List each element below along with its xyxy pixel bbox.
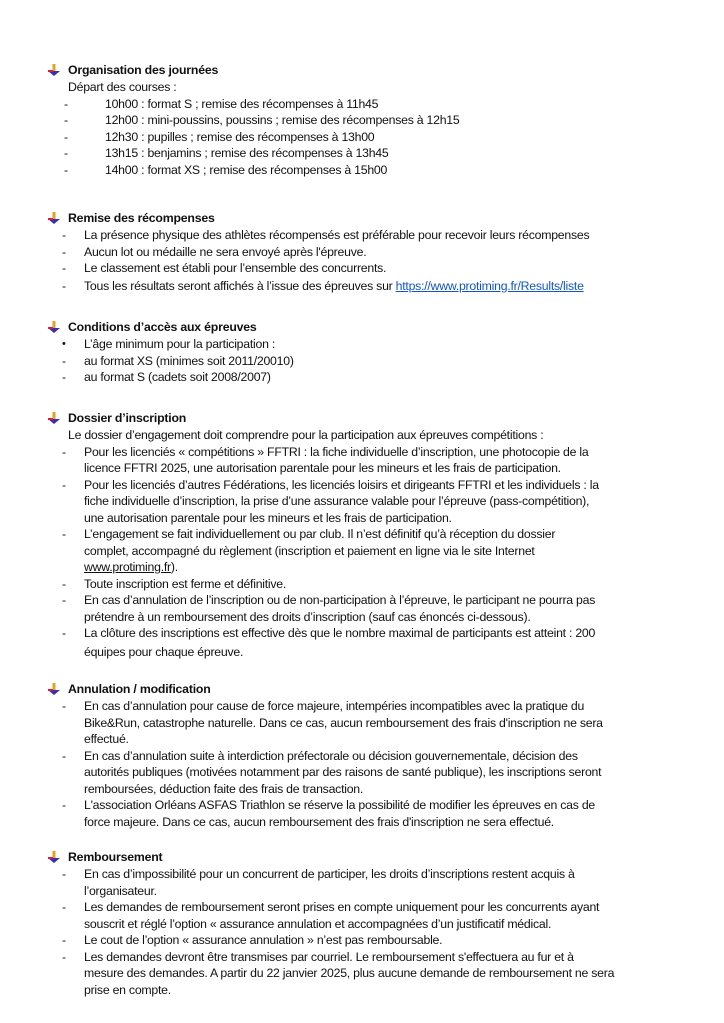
arrow-down-bullet-icon (47, 63, 61, 77)
list-item: - Pour les licenciés « compétitions » FFTRI : la fiche individuelle d’inscription, une photocopie de la licence FFTRI 2025, une autorisation parentale pour les mineurs et les frais de participation. (62, 444, 589, 475)
list-item: - En cas d’annulation de l’inscription ou de non-participation à l’épreuve, le participant ne pourra pas prétendre à un remboursement des droits d’inscription (sauf cas énoncés ci-dessous). (62, 593, 596, 624)
arrow-down-bullet-icon (47, 850, 61, 864)
arrow-down-bullet-icon (47, 682, 61, 696)
section-intro: Départ des courses : (68, 80, 177, 94)
list-item: - La présence physique des athlètes récompensés est préférable pour recevoir leurs récompenses (62, 228, 590, 242)
list-item: - Les demandes devront être transmises par courriel. Le remboursement s'effectuera au fur et à mesure des demandes. A partir du 22 janvier 2025, plus aucune demande de remboursement ne sera prise en compte. (62, 949, 615, 997)
list-item: - En cas d’impossibilité pour un concurrent de participer, les droits d’inscriptions restent acquis à l’organisateur. (62, 867, 575, 898)
section-title: Annulation / modification (68, 682, 211, 696)
list-item: - Le cout de l’option « assurance annulation » n’est pas remboursable. (62, 933, 443, 947)
list-item: - La clôture des inscriptions est effective dès que le nombre maximal de participants est atteint : 200 équipes pour chaque épreuve. (62, 626, 596, 659)
list-item: - au format XS (minimes soit 2011/20010) (62, 353, 294, 368)
list-item: - L'association Orléans ASFAS Triathlon se réserve la possibilité de modifier les épreuves en cas de force majeure. Dans ce cas, aucun remboursement des frais d'inscription ne sera effectué. (62, 798, 595, 829)
arrow-down-bullet-icon (47, 320, 61, 334)
list-item: - L’engagement se fait individuellement ou par club. Il n’est définitif qu’à réception du dossier complet, accompagné du règlement (inscription et paiement en ligne via le site Internet www.protiming.fr). (62, 527, 556, 574)
list-item-bullet: • L’âge minimum pour la participation : (62, 337, 276, 351)
section-dossier (46, 409, 686, 662)
section-title: Remise des récompenses (68, 211, 215, 225)
list-item: - En cas d’annulation pour cause de force majeure, intempéries incompatibles avec la pratique du Bike&Run, catastrophe naturelle. Dans ce cas, aucun remboursement des frais d'inscription ne sera effectué. (62, 699, 603, 746)
list-item: - Aucun lot ou médaille ne sera envoyé après l'épreuve. (62, 244, 367, 259)
protiming-link[interactable]: www.protiming.fr (84, 560, 171, 574)
list-item: - Pour les licenciés d’autres Fédérations, les licenciés loisirs et dirigeants FFTRI et les individuels : la fiche individuelle d’inscription, la prise d’une assurance valable pour l’épreuve (pass-compétition), une autorisation parentale pour les mineurs et les frais de participation. (62, 477, 599, 525)
list-item: - 12h00 : mini-poussins, poussins ; remise des récompenses à 12h15 (64, 113, 460, 127)
arrow-down-bullet-icon (47, 211, 61, 225)
list-item: - 14h00 : format XS ; remise des récompenses à 15h00 (64, 162, 388, 177)
section-title: Dossier d’inscription (68, 411, 187, 425)
list-item: - En cas d’annulation suite à interdiction préfectorale ou décision gouvernementale, décision des autorités publiques (motivées notamment par des raisons de santé publique), les inscriptions seront remboursées, déduction faite des frais de transaction. (62, 748, 602, 796)
list-item: - Les demandes de remboursement seront prises en compte uniquement pour les concurrents ayant souscrit et réglé l’option « assurance annulation et accompagnées d’un justificatif médical. (62, 900, 600, 931)
list-item: - 13h15 : benjamins ; remise des récompenses à 13h45 (64, 146, 389, 160)
section-recompenses (46, 209, 686, 295)
results-link[interactable]: https://www.protiming.fr/Results/liste (395, 278, 584, 293)
list-item: - Tous les résultats seront affichés à l’issue des épreuves sur https://www.protiming.fr/Results/liste (62, 278, 584, 293)
list-item: - 10h00 : format S ; remise des récompenses à 11h45 (64, 96, 379, 111)
section-organisation (46, 61, 686, 178)
section-conditions (46, 318, 686, 386)
section-title: Organisation des journées (68, 63, 219, 77)
arrow-down-bullet-icon (47, 411, 61, 425)
list-item: - Le classement est établi pour l’ensemble des concurrents. (62, 261, 387, 275)
list-item: - au format S (cadets soit 2008/2007) (62, 370, 271, 384)
section-remboursement (46, 848, 686, 998)
list-item: - Toute inscription est ferme et définitive. (62, 576, 287, 591)
list-item: - 12h30 : pupilles ; remise des récompenses à 13h00 (64, 129, 375, 144)
section-annulation (46, 680, 686, 830)
section-title: Remboursement (68, 850, 163, 864)
section-title: Conditions d’accès aux épreuves (68, 320, 257, 334)
section-intro: Le dossier d’engagement doit comprendre pour la participation aux épreuves compétitions : (68, 428, 544, 442)
